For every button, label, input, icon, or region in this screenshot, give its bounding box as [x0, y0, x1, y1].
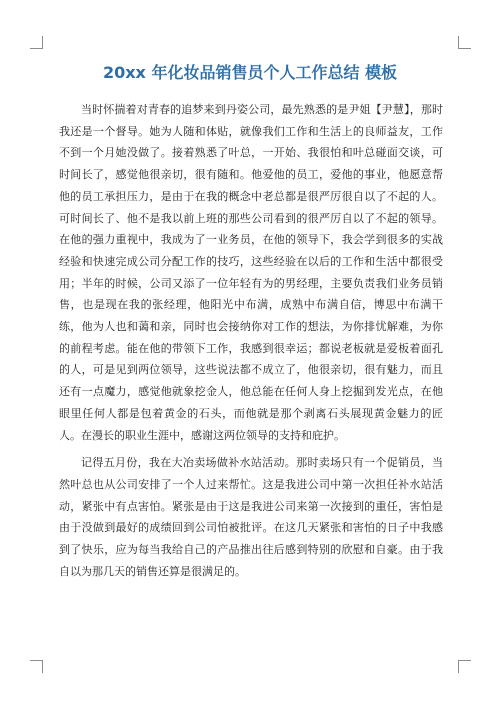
- paragraph-1: 当时怀揣着对青春的追梦来到丹姿公司，最先熟悉的是尹姐【尹慧】，那时我还是一个督导。她为人随和体贴，就像我们工作和生活上的良师益友，工作不到一个月她没做了。接着熟悉了叶总，一开始、我很怕和叶总碰面交谈，可时间长了，感觉他很亲切，很有随和。他爱他的员工，爱他的事业，他愿意帮他的员工承担压力，是由于在我的概念中老总都是很严厉很自以了不起的人。可时间长了、他不是我以前上班的那些公司看到的很严厉自以了不起的领导。在他的强力重视中，我成为了一业务员，在他的领导下，我会学到很多的实战经验和快速完成公司分配工作的技巧，这些经验在以后的工作和生活中都很受用；半年的时候，公司又添了一位年轻有为的男经理，主要负责我们业务员销售，也是现在我的张经理，他阳光中布满，成熟中布满自信，博思中布满干练，他为人也和蔼和亲，同时也会接纳你对工作的想法，为你排忧解难，为你的前程考虑。能在他的带领下工作，我感到很幸运；都说老板就是爱板着面孔的人，可是见到两位领导，这些说法都不成立了，他很亲切，很有魅力，而且还有一点魔力，感觉他就象挖金人，他总能在任何人身上挖掘到发光点，在他眼里任何人都是包着黄金的石头，而他就是那个剥离石头展现黄金魅力的匠人。在漫长的职业生涯中，感谢这两位领导的支持和庇护。: [59, 103, 443, 442]
- document-title: 20xx 年化妆品销售员个人工作总结 模板: [102, 63, 398, 82]
- crop-mark-bottom-right: [458, 660, 471, 673]
- crop-mark-bottom-left: [30, 660, 43, 673]
- crop-mark-top-left: [30, 36, 43, 49]
- document-body: [59, 99, 443, 588]
- paragraph-2: 记得五月份，我在大冶卖场做补水站活动。那时卖场只有一个促销员，当然叶总也从公司安排了一个人过来帮忙。这是我进公司中第一次担任补水站活动，紧张中有点害怕。紧张是由于这是我进公司来第一次接到的重任，害怕是由于没做到最好的成绩回到公司怕被批评。在这几天紧张和害怕的日子中我感到了快乐，应为每当我给自己的产品推出往后感到特别的欣慰和自豪。由于我自以为那几天的销售还算是很满足的。: [59, 456, 443, 578]
- crop-mark-top-right: [458, 36, 471, 49]
